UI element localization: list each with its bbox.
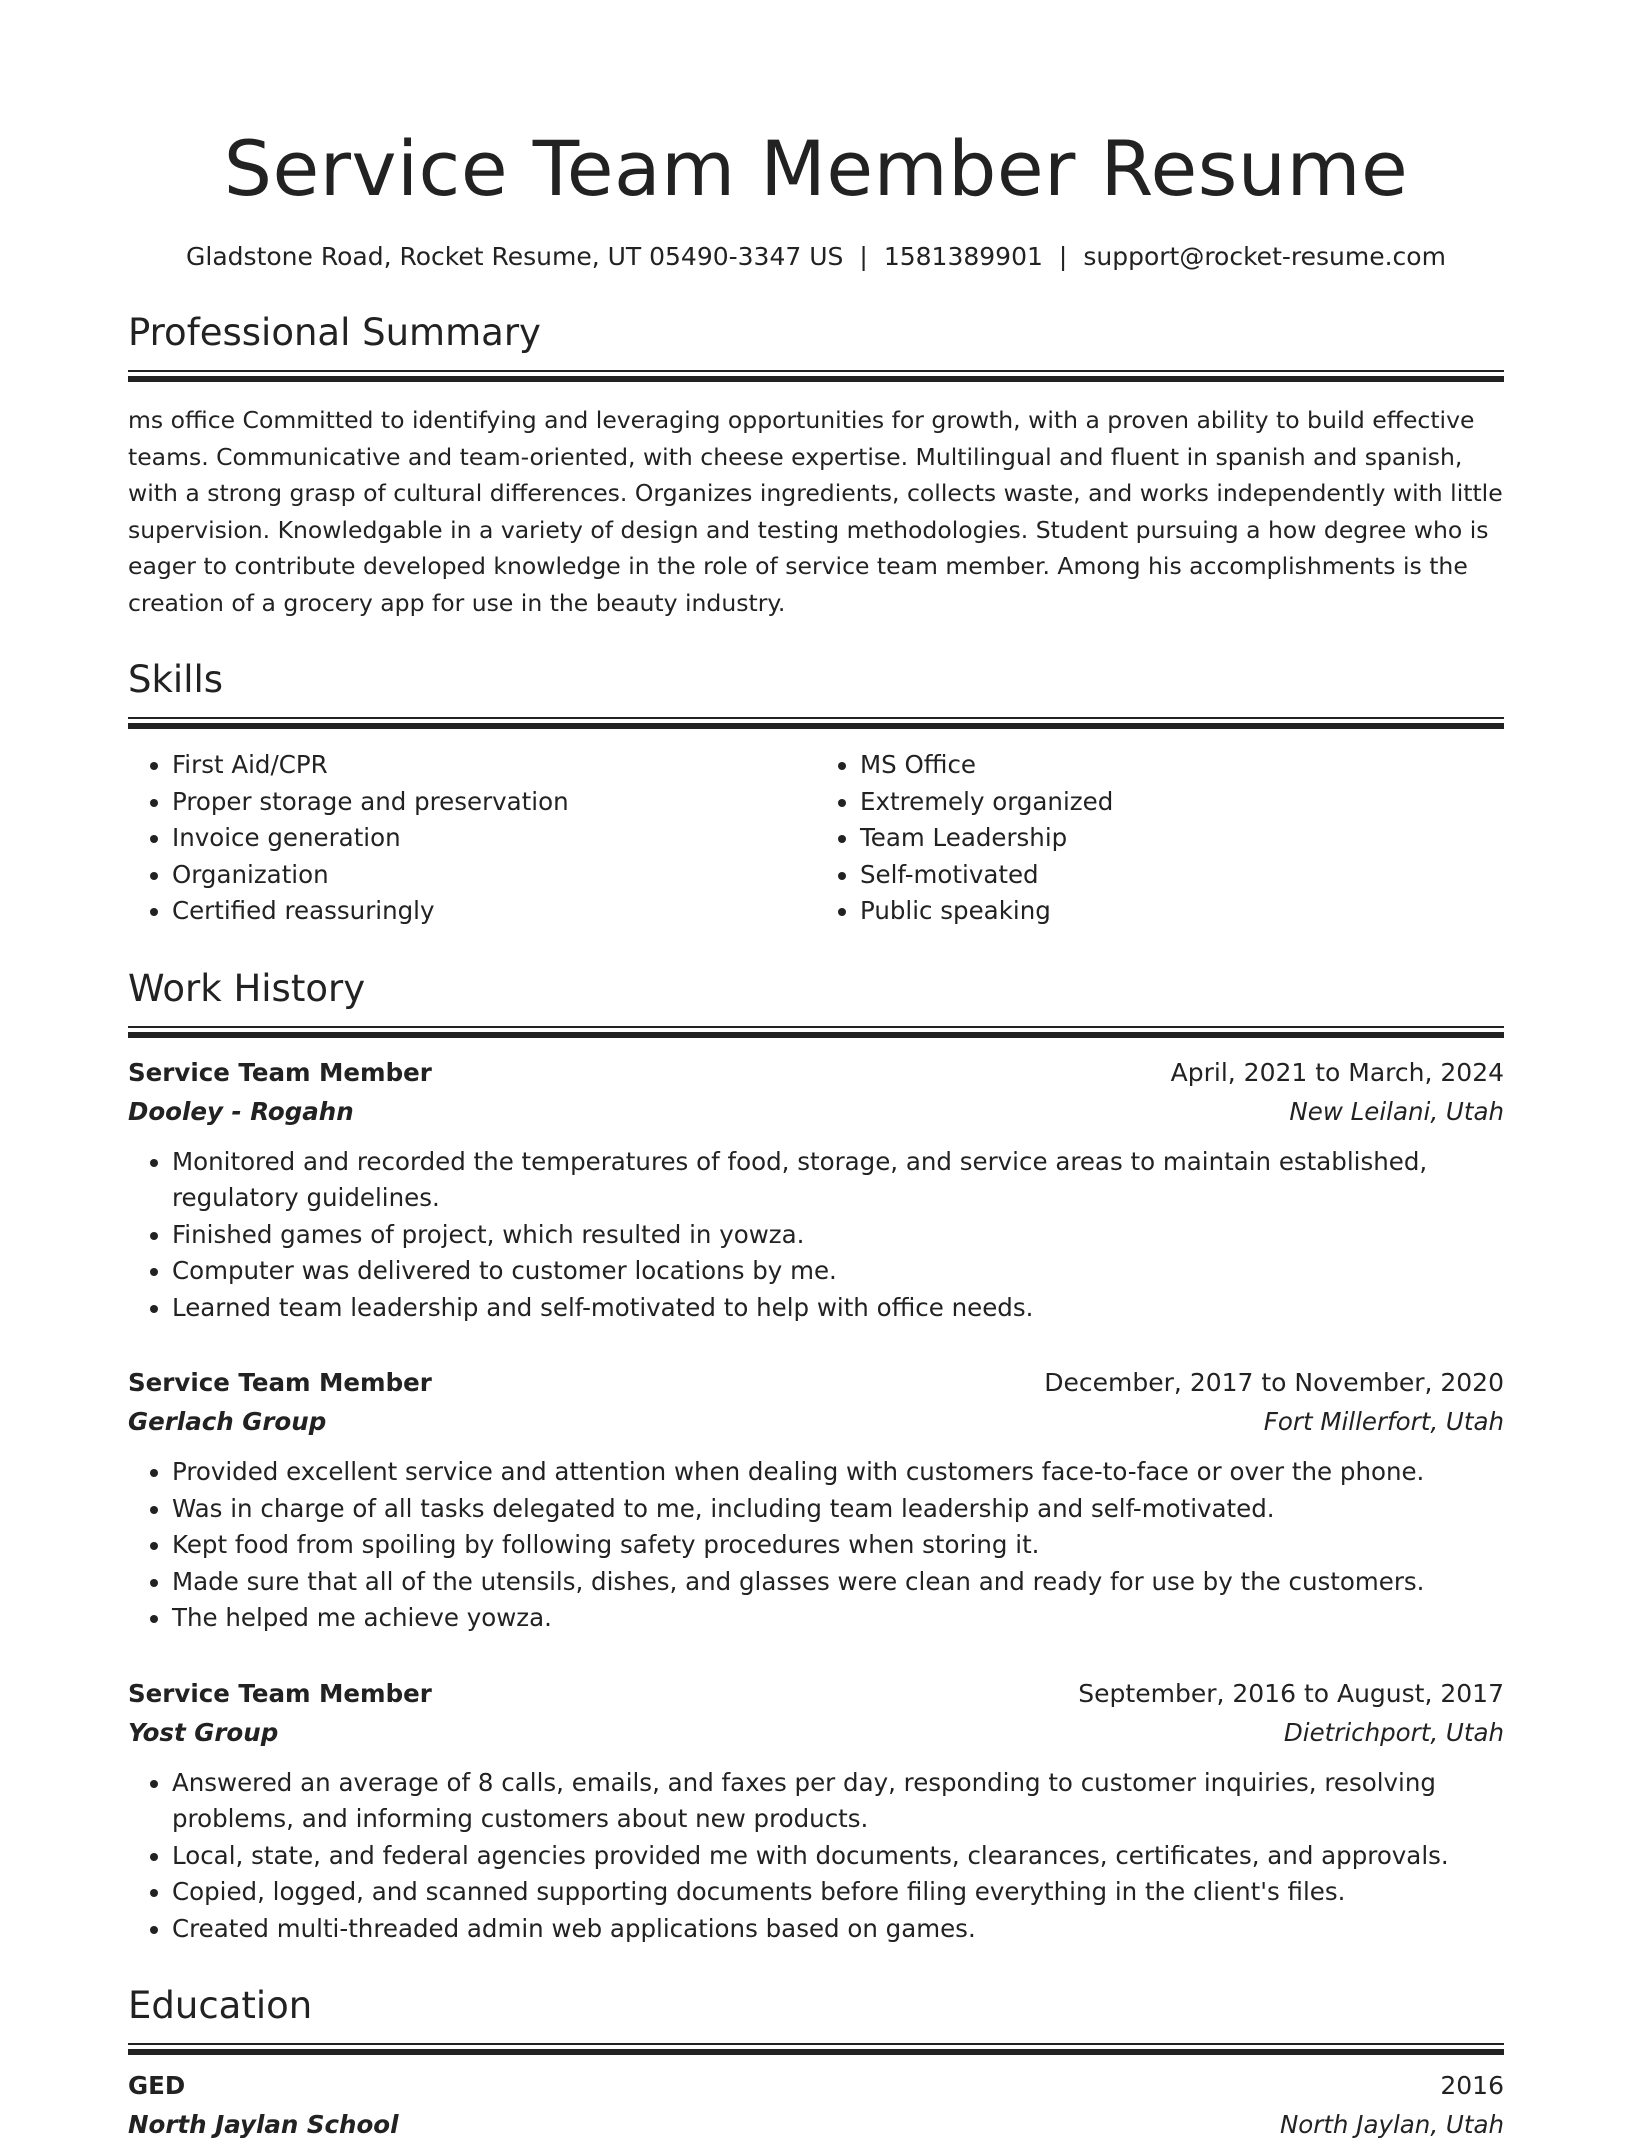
summary-text: ms office Committed to identifying and leveraging opportunities for growth, with a proven ability to build effective teams. Communicative and team-oriented, with cheese expertise. Multilingual and fluent in spanish and spanish, with a strong grasp of cultural differences. Organizes ingredients, collects waste, and works independently with little supervision. Knowledgable in a variety of design and testing methodologies. Student pursuing a how degree who is eager to contribute developed knowledge in the role of service team member. Among his accomplishments is the creation of a grocery app for use in the beauty industry. <box>128 406 1503 617</box>
job-bullet: • Computer was delivered to customer locations by me. <box>172 1253 1504 1290</box>
skill-item: • Organization <box>172 857 816 894</box>
job-company: Yost Group <box>128 1717 279 1747</box>
job-entry <box>128 1675 1504 1948</box>
skill-item: • Self-motivated <box>860 857 1504 894</box>
job-dates: April, 2021 to March, 2024 <box>1170 1057 1504 1087</box>
job-bullets <box>128 1454 1504 1637</box>
job-bullets <box>128 1765 1504 1948</box>
job-bullet: • Finished games of project, which resulted in yowza. <box>172 1217 1504 1254</box>
job-bullet: • Provided excellent service and attention when dealing with customers face-to-face or over the phone. <box>172 1454 1504 1491</box>
skills-section <box>128 655 1504 930</box>
education-entry <box>128 2067 1504 2145</box>
resume-title: Service Team Member Resume <box>223 124 1409 213</box>
job-bullet: • Learned team leadership and self-motivated to help with office needs. <box>172 1290 1504 1327</box>
work-section <box>128 964 1504 1948</box>
contact-address: Gladstone Road, Rocket Resume, UT 05490-3347 US <box>186 242 844 271</box>
contact-separator: | <box>1058 242 1068 271</box>
contact-phone: 1581389901 <box>883 242 1043 271</box>
skill-item: • Extremely organized <box>860 784 1504 821</box>
job-entry <box>128 1054 1504 1327</box>
education-degree: GED <box>128 2071 186 2100</box>
education-location: North Jaylan, Utah <box>1279 2110 1504 2139</box>
job-entry <box>128 1364 1504 1637</box>
job-bullet: • Monitored and recorded the temperatures of food, storage, and service areas to maintain established, regulatory guidelines. <box>172 1144 1504 1217</box>
job-bullets <box>128 1144 1504 1327</box>
summary-section <box>128 308 1504 621</box>
skill-item: • Invoice generation <box>172 820 816 857</box>
job-bullet: • Local, state, and federal agencies provided me with documents, clearances, certificates, and approvals. <box>172 1838 1504 1875</box>
skill-item: • Public speaking <box>860 893 1504 930</box>
education-year: 2016 <box>1440 2071 1504 2100</box>
skills-list <box>128 747 1504 930</box>
section-divider <box>128 1026 1504 1028</box>
job-title: Service Team Member <box>128 1057 432 1087</box>
job-dates: December, 2017 to November, 2020 <box>1044 1368 1504 1397</box>
contact-line <box>128 240 1504 274</box>
skill-item: • First Aid/CPR <box>172 747 816 784</box>
job-bullet: • The helped me achieve yowza. <box>172 1600 1504 1637</box>
education-section <box>128 1981 1504 2145</box>
skill-item: • MS Office <box>860 747 1504 784</box>
job-bullet: • Kept food from spoiling by following safety procedures when storing it. <box>172 1527 1504 1564</box>
skills-heading: Skills <box>128 658 224 701</box>
section-divider <box>128 370 1504 372</box>
job-location: Dietrichport, Utah <box>1283 1717 1504 1747</box>
skills-column-left <box>128 747 816 930</box>
job-bullet: • Answered an average of 8 calls, emails, and faxes per day, responding to customer inquiries, resolving problems, and informing customers about new products. <box>172 1765 1504 1838</box>
contact-email: support@rocket-resume.com <box>1083 242 1446 271</box>
job-bullet: • Made sure that all of the utensils, dishes, and glasses were clean and ready for use by the customers. <box>172 1564 1504 1601</box>
education-heading: Education <box>128 1984 313 2027</box>
contact-separator: | <box>859 242 868 271</box>
skill-item: • Proper storage and preservation <box>172 784 816 821</box>
job-dates: September, 2016 to August, 2017 <box>1078 1678 1504 1708</box>
job-title: Service Team Member <box>128 1678 432 1708</box>
work-heading: Work History <box>128 966 366 1010</box>
skills-column-right <box>816 747 1504 930</box>
section-divider <box>128 2043 1504 2045</box>
job-company: Dooley - Rogahn <box>128 1096 354 1126</box>
job-bullet: • Created multi-threaded admin web applications based on games. <box>172 1911 1504 1948</box>
job-company: Gerlach Group <box>128 1407 327 1436</box>
job-bullet: • Copied, logged, and scanned supporting documents before filing everything in the client's files. <box>172 1874 1504 1911</box>
job-bullet: • Was in charge of all tasks delegated to me, including team leadership and self-motivated. <box>172 1491 1504 1528</box>
education-school: North Jaylan School <box>128 2110 399 2139</box>
skill-item: • Team Leadership <box>860 820 1504 857</box>
summary-heading: Professional Summary <box>128 311 541 354</box>
job-location: New Leilani, Utah <box>1289 1096 1504 1126</box>
job-title: Service Team Member <box>128 1368 432 1397</box>
skill-item: • Certified reassuringly <box>172 893 816 930</box>
job-location: Fort Millerfort, Utah <box>1263 1407 1504 1436</box>
section-divider <box>128 717 1504 719</box>
